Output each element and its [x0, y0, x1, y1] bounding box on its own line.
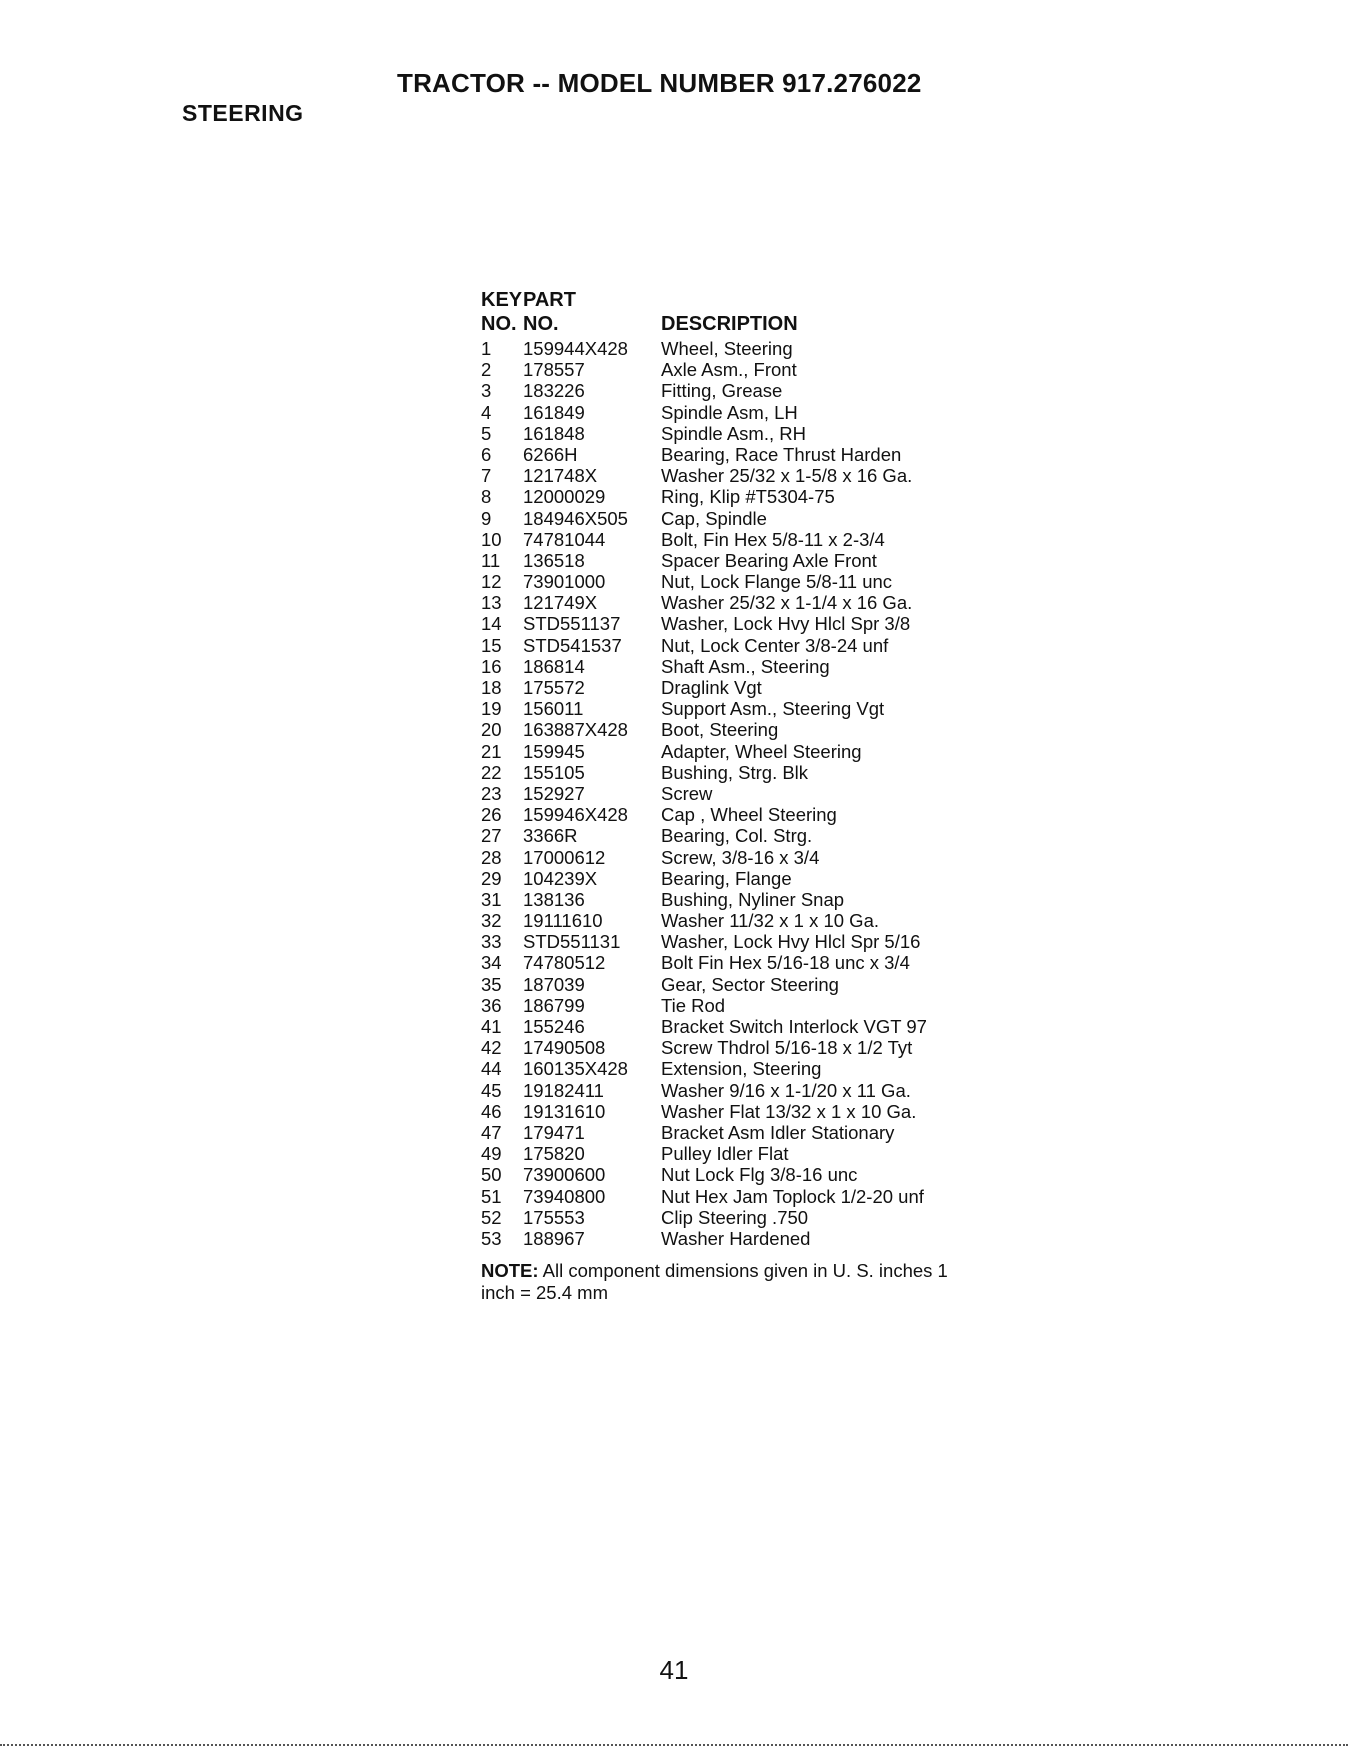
- page-title: TRACTOR -- MODEL NUMBER 917.276022: [397, 68, 922, 98]
- key-no: 15: [481, 634, 502, 656]
- part-no: 74781044: [523, 528, 606, 550]
- part-no: 186799: [523, 994, 585, 1016]
- part-description: Washer 25/32 x 1-5/8 x 16 Ga.: [661, 465, 913, 487]
- key-no: 47: [481, 1121, 502, 1143]
- part-description: Fitting, Grease: [661, 380, 783, 402]
- key-no: 16: [481, 655, 502, 677]
- key-no: 20: [481, 719, 502, 741]
- key-no: 1: [481, 338, 492, 359]
- key-no: 2: [481, 359, 492, 381]
- bottom-rule: [0, 1744, 1348, 1746]
- key-no: 46: [481, 1100, 502, 1122]
- part-no: 17490508: [523, 1037, 606, 1059]
- key-no: 53: [481, 1227, 502, 1249]
- part-no: 73940800: [523, 1185, 606, 1207]
- part-description: Bracket Asm Idler Stationary: [661, 1121, 895, 1143]
- part-description: Bearing, Race Thrust Harden: [661, 443, 902, 465]
- part-no: 19182411: [523, 1079, 604, 1101]
- key-no: 7: [481, 465, 492, 487]
- part-description: Cap, Spindle: [661, 507, 767, 529]
- part-no: 175820: [523, 1143, 585, 1165]
- part-no: 179471: [523, 1121, 585, 1143]
- part-description: Washer, Lock Hvy Hlcl Spr 3/8: [661, 613, 911, 635]
- part-description: Gear, Sector Steering: [661, 973, 839, 995]
- part-description: Washer Flat 13/32 x 1 x 10 Ga.: [661, 1100, 917, 1122]
- key-no: 26: [481, 804, 502, 826]
- part-no: 183226: [523, 380, 585, 402]
- key-no: 9: [481, 507, 492, 529]
- key-no: 19: [481, 698, 502, 720]
- key-no: 51: [481, 1185, 502, 1207]
- part-no: 121749X: [523, 592, 598, 614]
- part-no: 19111610: [523, 910, 603, 932]
- part-no: STD551131: [523, 931, 621, 953]
- part-no: 163887X428: [523, 719, 628, 741]
- part-description: Spacer Bearing Axle Front: [661, 549, 877, 571]
- part-description: Spindle Asm, LH: [661, 401, 798, 423]
- part-description: Screw Thdrol 5/16-18 x 1/2 Tyt: [661, 1037, 913, 1059]
- part-description: Screw, 3/8-16 x 3/4: [661, 846, 820, 868]
- part-no: 3366R: [523, 825, 578, 847]
- key-no: 12: [481, 571, 502, 593]
- part-description: Bushing, Nyliner Snap: [661, 888, 845, 910]
- part-no: 159946X428: [523, 804, 628, 826]
- key-no: 33: [481, 931, 502, 953]
- part-no: 138136: [523, 888, 585, 910]
- key-no: 22: [481, 761, 502, 783]
- part-no: 184946X505: [523, 507, 628, 529]
- part-description: Bracket Switch Interlock VGT 97: [661, 1016, 927, 1037]
- key-no: 49: [481, 1143, 502, 1165]
- part-description: Tie Rod: [661, 994, 726, 1016]
- key-no: 3: [481, 380, 492, 402]
- part-no: STD551137: [523, 613, 621, 635]
- key-no: 50: [481, 1164, 502, 1186]
- part-no: 104239X: [523, 867, 598, 889]
- key-no: 18: [481, 677, 502, 698]
- part-description: Washer, Lock Hvy Hlcl Spr 5/16: [661, 931, 921, 953]
- part-no: 161849: [523, 401, 585, 423]
- part-no: 155105: [523, 761, 585, 783]
- part-description: Adapter, Wheel Steering: [661, 740, 862, 762]
- part-no: 19131610: [523, 1100, 606, 1122]
- part-no: 187039: [523, 973, 585, 995]
- part-no: 74780512: [523, 952, 606, 974]
- part-description: Spindle Asm., RH: [661, 422, 806, 444]
- part-header-bottom: NO.: [523, 313, 559, 335]
- part-description: Draglink Vgt: [661, 677, 762, 698]
- part-no: 73900600: [523, 1164, 606, 1186]
- key-header-bottom: NO.: [481, 313, 517, 335]
- part-header-top: PART: [523, 289, 576, 311]
- key-no: 10: [481, 528, 502, 550]
- part-no: 175572: [523, 677, 585, 698]
- part-no: 159945: [523, 740, 585, 762]
- key-no: 32: [481, 910, 502, 932]
- part-description: Screw: [661, 782, 713, 804]
- part-no: 175553: [523, 1206, 585, 1228]
- part-description: Nut Lock Flg 3/8-16 unc: [661, 1164, 858, 1186]
- key-no: 44: [481, 1058, 502, 1080]
- part-description: Clip Steering .750: [661, 1206, 809, 1228]
- part-description: Washer 11/32 x 1 x 10 Ga.: [661, 910, 879, 932]
- part-description: Boot, Steering: [661, 719, 779, 741]
- key-no: 14: [481, 613, 502, 635]
- key-no: 21: [481, 740, 502, 762]
- part-no: 152927: [523, 782, 585, 804]
- part-no: 178557: [523, 359, 585, 381]
- key-no: 34: [481, 952, 502, 974]
- key-no: 31: [481, 888, 502, 910]
- part-description: Bolt Fin Hex 5/16-18 unc x 3/4: [661, 952, 910, 974]
- key-no: 28: [481, 846, 502, 868]
- key-no: 42: [481, 1037, 502, 1059]
- part-no: 6266H: [523, 443, 578, 465]
- part-no: 160135X428: [523, 1058, 628, 1080]
- key-no: 45: [481, 1079, 502, 1101]
- part-description: Washer 9/16 x 1-1/20 x 11 Ga.: [661, 1079, 911, 1101]
- part-description: Washer 25/32 x 1-1/4 x 16 Ga.: [661, 592, 913, 614]
- part-description: Support Asm., Steering Vgt: [661, 698, 885, 720]
- part-no: 121748X: [523, 465, 598, 487]
- note-label: NOTE:: [481, 1260, 539, 1281]
- part-no: 186814: [523, 655, 585, 677]
- part-no: 12000029: [523, 486, 606, 508]
- key-no: 41: [481, 1016, 502, 1037]
- key-no: 6: [481, 443, 492, 465]
- note: [481, 1260, 951, 1304]
- part-description: Bearing, Col. Strg.: [661, 825, 813, 847]
- key-no: 36: [481, 994, 502, 1016]
- part-description: Cap , Wheel Steering: [661, 804, 837, 826]
- part-description: Bearing, Flange: [661, 867, 792, 889]
- part-no: 188967: [523, 1227, 585, 1249]
- key-no: 35: [481, 973, 502, 995]
- part-no: 156011: [523, 698, 584, 720]
- part-no: 73901000: [523, 571, 606, 593]
- page-number: 41: [659, 1655, 689, 1685]
- part-no: 136518: [523, 549, 585, 571]
- part-description: Bolt, Fin Hex 5/8-11 x 2-3/4: [661, 528, 885, 550]
- key-no: 8: [481, 486, 492, 508]
- key-no: 29: [481, 867, 502, 889]
- key-no: 13: [481, 592, 502, 614]
- part-description: Pulley Idler Flat: [661, 1143, 789, 1165]
- key-no: 27: [481, 825, 502, 847]
- part-description: Shaft Asm., Steering: [661, 655, 830, 677]
- part-no: 155246: [523, 1016, 585, 1037]
- key-no: 11: [481, 549, 501, 571]
- part-description: Nut Hex Jam Toplock 1/2-20 unf: [661, 1185, 924, 1207]
- part-description: Nut, Lock Flange 5/8-11 unc: [661, 571, 893, 593]
- key-header-top: KEY: [481, 289, 523, 311]
- key-no: 4: [481, 401, 492, 423]
- description-header: DESCRIPTION: [661, 313, 798, 335]
- part-no: 17000612: [523, 846, 606, 868]
- part-description: Nut, Lock Center 3/8-24 unf: [661, 634, 889, 656]
- part-description: Bushing, Strg. Blk: [661, 761, 809, 783]
- part-no: 161848: [523, 422, 585, 444]
- part-description: Extension, Steering: [661, 1058, 822, 1080]
- key-no: 23: [481, 782, 502, 804]
- part-description: Ring, Klip #T5304-75: [661, 486, 835, 508]
- part-description: Axle Asm., Front: [661, 359, 797, 381]
- part-no: 159944X428: [523, 338, 628, 359]
- key-no: 52: [481, 1206, 502, 1228]
- part-description: Wheel, Steering: [661, 338, 793, 359]
- section-title: STEERING: [182, 100, 304, 126]
- key-no: 5: [481, 422, 492, 444]
- note-text: All component dimensions given in U. S. inches 1 inch = 25.4 mm: [481, 1260, 948, 1303]
- part-no: STD541537: [523, 634, 622, 656]
- part-description: Washer Hardened: [661, 1227, 811, 1249]
